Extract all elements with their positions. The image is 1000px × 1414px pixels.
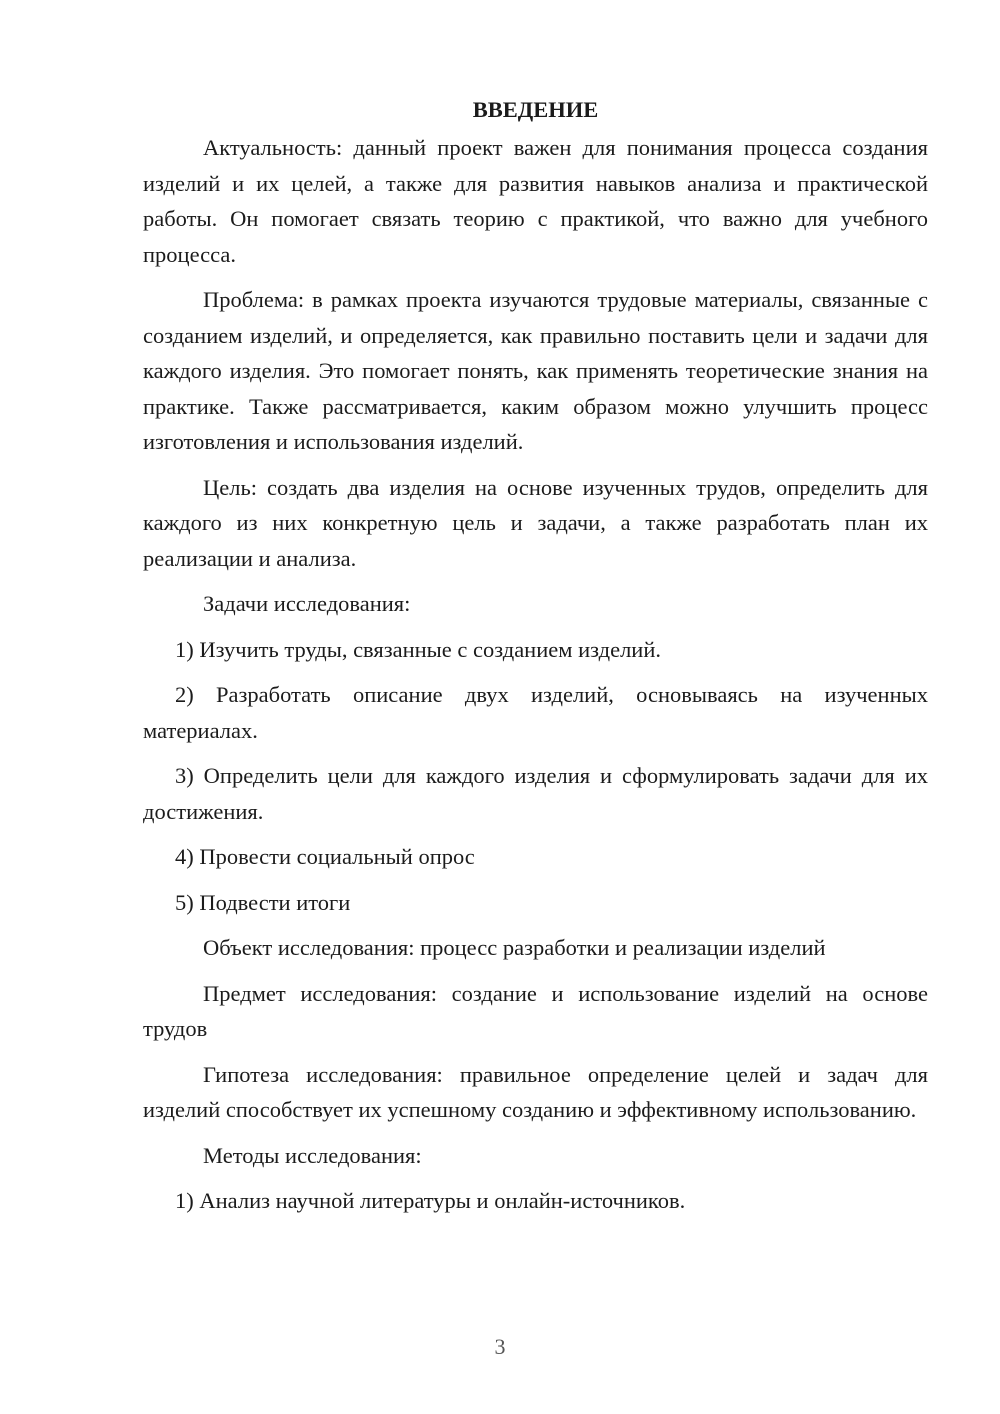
task-item: 3) Определить цели для каждого изделия и сформулировать задачи для их достижения. (143, 763, 928, 824)
method-item: 1) Анализ научной литературы и онлайн-источников. (175, 1188, 686, 1213)
goal-paragraph: Цель: создать два изделия на основе изученных трудов, определить для каждого из них конкретную цель и задачи, а также разработать план их реализации и анализа. (143, 474, 928, 571)
relevance-paragraph: Актуальность: данный проект важен для понимания процесса создания изделий и их целей, а также для развития навыков анализа и практической работы. Он помогает связать теорию с практикой, что важно для учебного процесса. (143, 135, 928, 267)
task-item: 5) Подвести итоги (175, 889, 351, 915)
tasks-heading: Задачи исследования: (203, 591, 411, 616)
task-item: 1) Изучить труды, связанные с созданием изделий. (175, 636, 662, 662)
task-item: 4) Провести социальный опрос (175, 844, 475, 869)
subject-paragraph: Предмет исследования: создание и использование изделий на основе трудов (143, 980, 928, 1041)
document-page (143, 92, 928, 1229)
task-item: 2) Разработать описание двух изделий, основываясь на изученных материалах. (143, 682, 928, 743)
page-number: 3 (494, 1334, 506, 1359)
hypothesis-paragraph: Гипотеза исследования: правильное определение целей и задач для изделий способствует их успешному созданию и эффективному использованию. (143, 1061, 928, 1122)
object-paragraph: Объект исследования: процесс разработки и реализации изделий (203, 935, 826, 960)
section-title: ВВЕДЕНИЕ (472, 97, 599, 122)
methods-heading: Методы исследования: (203, 1142, 422, 1168)
problem-paragraph: Проблема: в рамках проекта изучаются трудовые материалы, связанные с созданием изделий, и определяется, как правильно поставить цели и задачи для каждого изделия. Это помогает понять, как применять теоретические знания на практике. Также рассматривается, каким образом можно улучшить процесс изготовления и использования изделий. (143, 287, 928, 454)
